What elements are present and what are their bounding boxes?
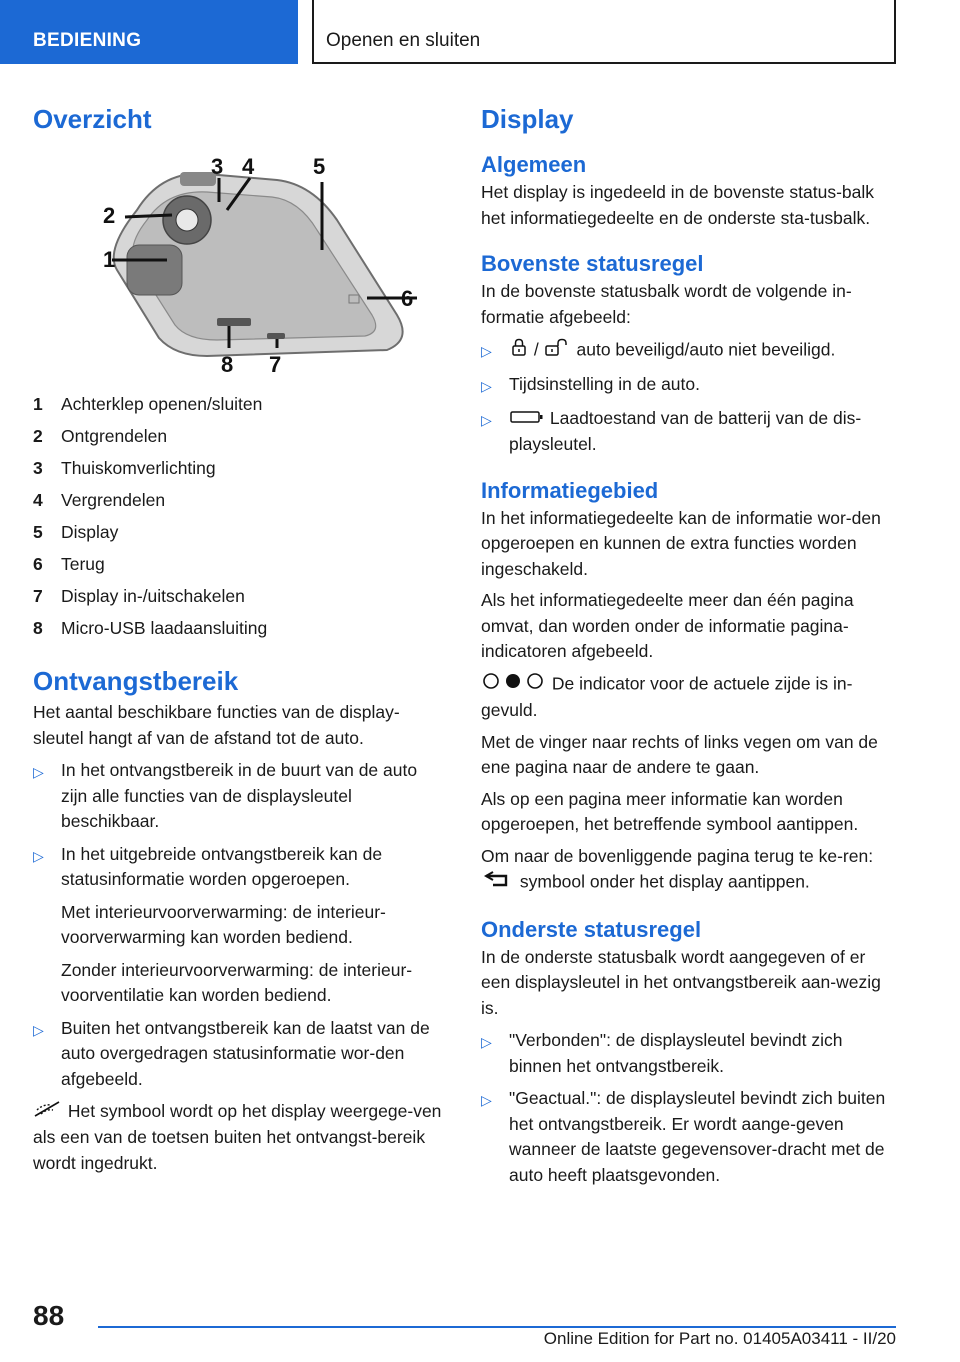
chapter-title: Openen en sluiten bbox=[312, 0, 896, 64]
callout-4: 4 bbox=[242, 154, 255, 179]
left-column bbox=[33, 100, 448, 1176]
bullet-triangle-icon: ▷ bbox=[33, 764, 44, 780]
legend-item: 3 Thuiskomverlichting bbox=[33, 458, 216, 478]
battery-icon bbox=[509, 407, 545, 433]
bullet-triangle-icon: ▷ bbox=[481, 412, 492, 428]
legend-item: 5 Display bbox=[33, 522, 119, 542]
section-tab: BEDIENING bbox=[0, 0, 298, 64]
bullet-triangle-icon: ▷ bbox=[481, 1034, 492, 1051]
display-key-figure bbox=[67, 150, 417, 380]
bullet-triangle-icon: ▷ bbox=[33, 847, 44, 864]
legend-item: 7 Display in-/uitschakelen bbox=[33, 586, 245, 606]
callout-6: 6 bbox=[401, 286, 414, 311]
legend-item: 1 Achterklep openen/sluiten bbox=[33, 394, 263, 414]
info-text: In het informatiegedeelte kan de informatie wor-den opgeroepen en kunnen de extra functies worden ingeschakeld. bbox=[481, 507, 881, 579]
callout-3: 3 bbox=[211, 154, 224, 179]
bullet-triangle-icon: ▷ bbox=[481, 343, 492, 359]
footer-divider bbox=[98, 1326, 896, 1328]
list-item: ▷ Laadtoestand van de batterij van de dis-playsleutel. bbox=[481, 406, 896, 458]
bullet-triangle-icon: ▷ bbox=[481, 1092, 492, 1109]
legend-item: 6 Terug bbox=[33, 554, 105, 574]
page-number: 88 bbox=[33, 1300, 65, 1331]
right-column bbox=[481, 100, 896, 1188]
callout-2: 2 bbox=[103, 203, 116, 228]
legend-item: 4 Vergrendelen bbox=[33, 490, 166, 510]
callout-8: 8 bbox=[221, 352, 234, 377]
display-key-illustration bbox=[67, 150, 417, 380]
bullet-triangle-icon: ▷ bbox=[481, 377, 492, 394]
legend-item: 8 Micro-USB laadaansluiting bbox=[33, 618, 268, 638]
list-item: ▷ In het uitgebreide ontvangstbereik kan de statusinformatie worden opgeroepen. Met interieurvoorverwarming: de interieur-voorverwarming kan worden bediend. Zonder interieurvoorverwarming: de interieur-voorventilatie kan worden bediend. bbox=[33, 842, 448, 1009]
general-heading: Algemeen bbox=[481, 152, 587, 177]
lock-open-icon bbox=[544, 337, 572, 365]
bottom-status-heading: Onderste statusregel bbox=[481, 916, 702, 942]
lock-closed-icon bbox=[509, 337, 529, 365]
page-indicator-icon bbox=[481, 671, 547, 699]
general-text: Het display is ingedeeld in de bovenste status-balk het informatiegedeelte en de onderste sta-tusbalk. bbox=[481, 182, 875, 228]
info-text: Als op een pagina meer informatie kan worden opgeroepen, het betreffende symbool aantippen. bbox=[481, 788, 859, 835]
list-item: ▷ Buiten het ontvangstbereik kan de laatst van de auto overgedragen statusinformatie wor-den afgebeeld. bbox=[33, 1016, 448, 1093]
range-sub-note: Zonder interieurvoorverwarming: de interieur-voorventilatie kan worden bediend. bbox=[61, 959, 413, 1005]
list-item: ▷ / auto beveiligd/auto niet beveiligd. bbox=[481, 337, 896, 365]
callout-5: 5 bbox=[313, 154, 326, 179]
callout-7: 7 bbox=[269, 352, 282, 377]
bullet-triangle-icon: ▷ bbox=[33, 1021, 44, 1038]
top-status-heading: Bovenste statusregel bbox=[481, 251, 704, 276]
callout-1: 1 bbox=[103, 247, 116, 272]
list-item: ▷ In het ontvangstbereik in de buurt van de auto zijn alle functies van de displaysleutel beschikbaar. bbox=[33, 758, 448, 835]
list-item: ▷ "Verbonden": de displaysleutel bevindt zich binnen het ontvangstbereik. bbox=[481, 1028, 896, 1079]
top-status-intro: In de bovenste statusbalk wordt de volgende in-formatie afgebeeld: bbox=[481, 281, 852, 327]
figure-legend bbox=[33, 388, 448, 644]
list-item: ▷ "Geactual.": de displaysleutel bevindt zich buiten het ontvangstbereik. Er wordt aange-geven wanneer de laatste gegevensover-dracht met de auto heeft plaatsgevonden. bbox=[481, 1086, 896, 1188]
no-signal-icon bbox=[33, 1100, 63, 1126]
range-heading: Ontvangstbereik bbox=[33, 666, 239, 696]
range-note: Het symbool wordt op het display weergege-ven als een van de toetsen buiten het ontvangst-bereik wordt ingedrukt. bbox=[33, 1101, 442, 1173]
bottom-status-intro: In de onderste statusbalk wordt aangegeven of er een displaysleutel in het ontvangstbereik aan-wezig is. bbox=[481, 946, 881, 1018]
info-area-heading: Informatiegebied bbox=[481, 477, 659, 503]
legend-item: 2 Ontgrendelen bbox=[33, 426, 168, 446]
info-text: De indicator voor de actuele zijde is in-gevuld. bbox=[481, 671, 896, 724]
range-sub-note: Met interieurvoorverwarming: de interieur-voorverwarming kan worden bediend. bbox=[61, 901, 386, 947]
edition-footer: Online Edition for Part no. 01405A03411 - II/20 bbox=[543, 1329, 896, 1348]
range-intro: Het aantal beschikbare functies van de display-sleutel hangt af van de afstand tot de auto. bbox=[33, 702, 400, 748]
info-text: Om naar de bovenliggende pagina terug te ke-ren: symbool onder het display aantippen. bbox=[481, 844, 896, 897]
list-item: ▷ Tijdsinstelling in de auto. bbox=[481, 372, 896, 400]
back-arrow-icon bbox=[481, 869, 515, 897]
info-text: Als het informatiegedeelte meer dan één pagina omvat, dan worden onder de informatie pagina-indicatoren afgebeeld. bbox=[481, 590, 854, 662]
overview-heading: Overzicht bbox=[33, 104, 152, 134]
info-text: Met de vinger naar rechts of links vegen om van de ene pagina naar de andere te gaan. bbox=[481, 731, 878, 778]
display-heading: Display bbox=[481, 104, 574, 134]
